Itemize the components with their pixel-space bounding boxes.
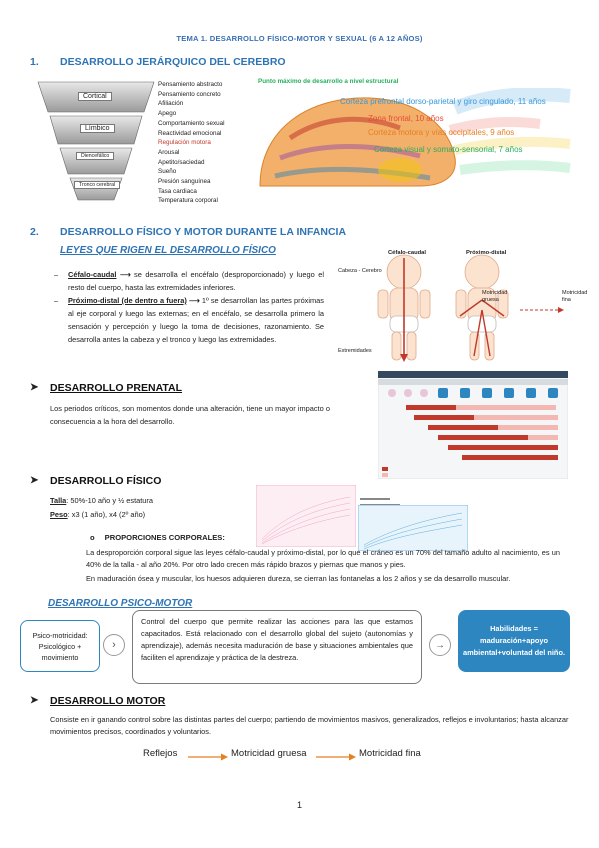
section-1-heading: DESARROLLO JERÁRQUICO DEL CEREBRO (60, 56, 286, 68)
fisico-heading: DESARROLLO FÍSICO (50, 475, 162, 487)
brain-figure-title: Punto máximo de desarrollo a nivel estructural (258, 78, 399, 85)
page-title: TEMA 1. DESARROLLO FÍSICO-MOTOR Y SEXUAL (6 A 12 AÑOS) (176, 34, 423, 43)
proporciones-line (90, 533, 225, 542)
growth-chart-blue (358, 505, 468, 551)
brain-function-list (158, 80, 225, 206)
list-item: Reactividad emocional (158, 129, 222, 137)
baby-label-cabeza: Cabeza - Cerebro (338, 268, 382, 274)
circle-bullet-icon: o (90, 533, 95, 542)
proporciones-text-1: La desproporción corporal sigue las leyes céfalo-caudal y próximo-distal, por lo que el cráneo es un 70% del tamaño adulto al nacimiento, es un 40% de la talla - al año 20%. Por otro lado crecen más rápido brazos y piernas que manos y pies. (86, 548, 560, 569)
proporciones-heading: PROPORCIONES CORPORALES: (104, 533, 225, 542)
list-item: Tasa cardiaca (158, 187, 197, 195)
motor-heading: DESARROLLO MOTOR (50, 695, 166, 707)
brain-label-visual: Corteza visual y somato-sensorial, 7 años (374, 145, 523, 154)
list-item: Temperatura corporal (158, 197, 218, 205)
pyramid-label-diencefalico: Diencefálico (76, 152, 114, 160)
section-1-number: 1. (30, 56, 39, 68)
list-item: Afiliación (158, 100, 184, 108)
section-2-heading: DESARROLLO FÍSICO Y MOTOR DURANTE LA INFANCIA (60, 226, 347, 238)
proporciones-text-2: En maduración ósea y muscular, los huesos adquieren dureza, se cierran las fontanelas a los 2 años y se da desarrollo muscular. (86, 574, 511, 583)
peso-text: : x3 (1 año), x4 (2º año) (67, 510, 146, 519)
list-item: Apego (158, 110, 177, 118)
law-cefalo-caudal: – Céfalo-caudal ⟶ se desarrolla el encéfalo (desproporcionado) y luego el resto del cuerpo, hasta las extremidades inferiores. (54, 270, 324, 292)
list-item: Comportamiento sexual (158, 119, 225, 127)
psico-definition-box (132, 610, 422, 684)
pyramid-label-cortical: Cortical (78, 92, 112, 101)
flow-step-gruesa: Motricidad gruesa (231, 748, 307, 759)
page-number: 1 (296, 800, 302, 810)
habilidades-text: Habilidades = maduración+apoyo ambiental+voluntad del niño. (462, 624, 566, 657)
prenatal-critical-periods-chart (378, 371, 568, 479)
talla-text: : 50%-10 año y ½ estatura (66, 496, 153, 505)
pyramid-label-tronco: Tronco cerebral (74, 181, 120, 189)
list-item: Regulación motora (158, 139, 211, 147)
list-item: Arousal (158, 148, 180, 156)
bullet-arrow-icon: ➤ (30, 475, 39, 486)
growth-chart-pink (256, 485, 356, 547)
prenatal-heading: DESARROLLO PRENATAL (50, 382, 183, 394)
law-2-arrow: ⟶ (189, 296, 202, 305)
baby-label-gruesa: Motricidad gruesa (482, 290, 508, 303)
list-item: Pensamiento concreto (158, 90, 221, 98)
law-2-term: Próximo-distal (de dentro a fuera) (68, 296, 187, 305)
arrow-right-icon: → (429, 634, 451, 656)
section-2-number: 2. (30, 226, 39, 238)
baby-proximo-distal (456, 255, 508, 360)
bullet-arrow-icon: ➤ (30, 695, 39, 706)
baby-label-proximo: Próximo-distal (466, 250, 507, 256)
arrow-right-icon (188, 752, 228, 762)
talla-line (50, 496, 153, 505)
psico-motricidad-box (20, 620, 100, 672)
flow-step-fina: Motricidad fina (359, 748, 421, 759)
law-1-arrow: ⟶ (119, 270, 135, 279)
bullet-arrow-icon: ➤ (30, 382, 39, 393)
flow-step-reflejos: Reflejos (143, 748, 178, 759)
prenatal-text: Los periodos críticos, son momentos donde una alteración, tiene un mayor impacto o consecuencia a la hora del desarrollo. (50, 404, 330, 426)
chevron-right-icon: › (103, 634, 125, 656)
laws-title: LEYES QUE RIGEN EL DESARROLLO FÍSICO (60, 245, 276, 256)
brain-label-prefrontal: Corteza prefrontal dorso-parietal y giro cingulado, 11 años (340, 97, 546, 106)
law-1-text: se desarrolla el encéfalo (desproporcionado) y luego el resto del cuerpo, hasta las extremidades inferiores. (68, 270, 324, 292)
habilidades-box (458, 610, 570, 672)
peso-label: Peso (50, 510, 68, 519)
psico-motricidad-text: Psico-motricidad: Psicológico + movimiento (32, 630, 88, 662)
list-item: Sueño (158, 168, 177, 176)
psico-motor-title: DESARROLLO PSICO-MOTOR (48, 598, 193, 609)
pyramid-label-limbico: Límbico (80, 124, 115, 133)
baby-label-extremidades: Extremidades (338, 348, 372, 354)
psico-definition-text: Control del cuerpo que permite realizar las acciones para las que estamos capacitados. Está relacionado con el desarrollo global del sujeto (autonomías y aprendizaje), además necesita maduración de base y situaciones ambientales que faciliten el aprendizaje y práctica de la destreza. (141, 617, 413, 662)
brain-label-frontal: Zona frontal, 10 años (368, 114, 444, 123)
law-1-term: Céfalo-caudal (68, 270, 117, 279)
baby-cefalo-caudal (378, 255, 430, 362)
arrow-right-icon (316, 752, 356, 762)
baby-label-fina: Motricidad fina (562, 290, 588, 303)
motor-text: Consiste en ir ganando control sobre las distintas partes del cuerpo; partiendo de movimientos masivos, generalizados, reflejos e involuntarios; hasta alcanzar movimientos precisos, coordinados y voluntarios. (50, 715, 569, 736)
peso-line (50, 510, 145, 519)
baby-label-cefalo: Céfalo-caudal (388, 250, 427, 256)
law-proximo-distal: – Próximo-distal (de dentro a fuera) ⟶ 1º se desarrollan las partes próximas al eje corporal y luego las externas; en el encéfalo, se desarrolla primero la sensación y percepción y luego la toma de decisiones, razonamiento. Se desarrolla antes la cabeza y el tronco y luego las extremidades. (54, 296, 324, 344)
talla-label: Talla (50, 496, 67, 505)
brain-label-motora: Corteza motora y vías occipitales, 9 años (368, 128, 515, 137)
list-item: Apetito/saciedad (158, 158, 205, 166)
list-item: Presión sanguínea (158, 178, 211, 186)
law-2-text: 1º se desarrollan las partes próximas al eje corporal y luego las externas; en el encéfalo, se desarrolla primero la sensación y percepción y luego la toma de decisiones, razonamiento. Se desarrolla antes la cabeza y el tronco y luego las extremidades. (68, 296, 324, 344)
list-item: Pensamiento abstracto (158, 81, 223, 88)
